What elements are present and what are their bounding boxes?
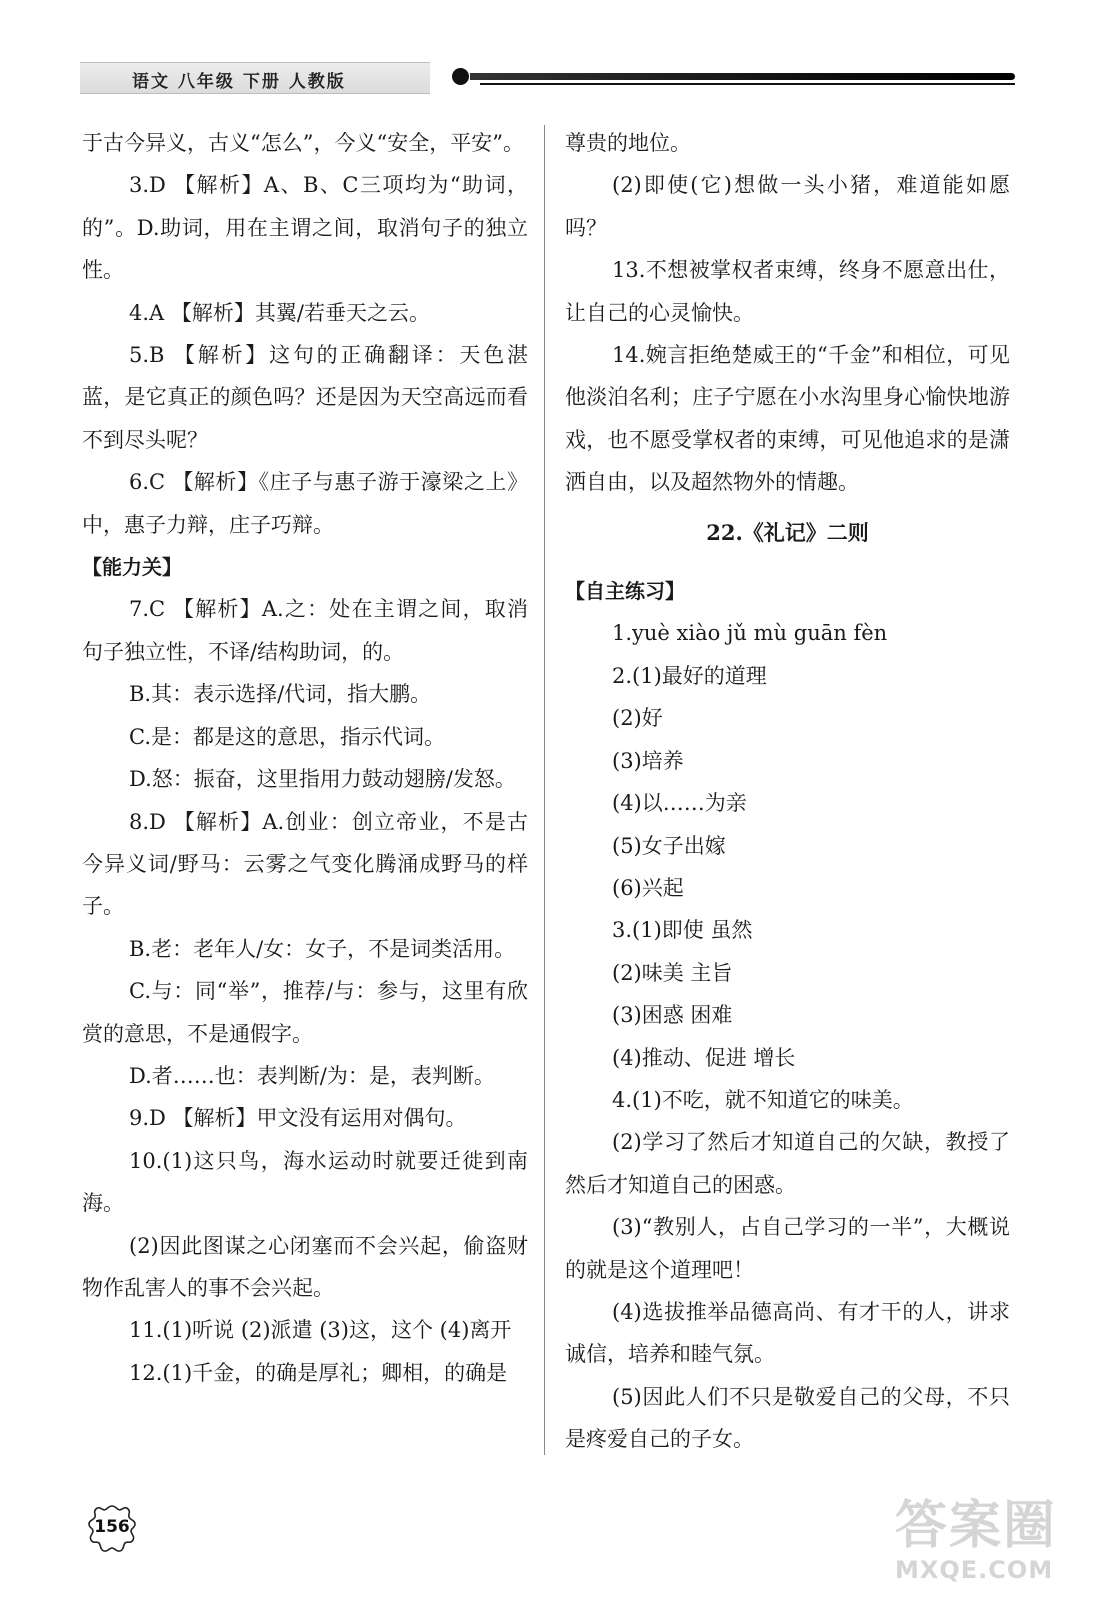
answer-paragraph: 8.D 【解析】A.创业：创立帝业，不是古今异义词/野马：云雾之气变化腾涌成野马的样子。 [82, 809, 528, 919]
watermark-logo: 答案圈 [895, 1496, 1058, 1556]
answer-paragraph: (4)以……为亲 [612, 791, 747, 816]
answer-paragraph: D.怒：振奋，这里指用力鼓动翅膀/发怒。 [129, 767, 516, 792]
watermark [895, 1495, 1090, 1595]
answer-paragraph: (5)因此人们不只是敬爱自己的父母，不只是疼爱自己的子女。 [565, 1384, 1010, 1452]
answer-paragraph: 13.不想被掌权者束缚，终身不愿意出仕，让自己的心灵愉快。 [565, 258, 1010, 325]
section-heading: 【能力关】 [82, 555, 182, 580]
answer-paragraph: 7.C 【解析】A.之：处在主谓之间，取消句子独立性，不译/结构助词，的。 [82, 597, 528, 664]
answer-paragraph: B.其：表示选择/代词，指大鹏。 [129, 682, 432, 707]
answer-paragraph: 6.C 【解析】《庄子与惠子游于濠梁之上》中，惠子力辩，庄子巧辩。 [82, 470, 528, 537]
column-divider [544, 125, 545, 1455]
answer-paragraph: (2)学习了然后才知道自己的欠缺，教授了然后才知道自己的困惑。 [565, 1130, 1010, 1197]
answer-paragraph: (2)即使(它)想做一头小猪，难道能如愿吗？ [565, 173, 1010, 240]
answer-paragraph: 5.B 【解析】这句的正确翻译：天色湛蓝，是它真正的颜色吗？还是因为天空高远而看不到尽头呢？ [82, 343, 528, 452]
answer-paragraph: 9.D 【解析】甲文没有运用对偶句。 [129, 1106, 467, 1131]
right-column-bottom [565, 570, 1010, 1461]
answer-paragraph: (2)因此图谋之心闭塞而不会兴起，偷盗财物作乱害人的事不会兴起。 [82, 1233, 528, 1300]
answer-paragraph: (3)“教别人，占自己学习的一半”，大概说的就是这个道理吧！ [565, 1215, 1010, 1282]
answer-paragraph: 14.婉言拒绝楚威王的“千金”和相位，可见他淡泊名利；庄子宁愿在小水沟里身心愉快地游戏，也不愿受掌权者的束缚，可见他追求的是潇洒自由，以及超然物外的情趣。 [565, 343, 1010, 495]
answer-paragraph: (2)味美 主旨 [612, 960, 733, 985]
answer-paragraph: (4)推动、促进 增长 [612, 1045, 796, 1070]
answer-paragraph: B.老：老年人/女：女子，不是词类活用。 [129, 936, 516, 961]
header-rule [470, 73, 1015, 80]
answer-paragraph: 4.A 【解析】其翼/若垂天之云。 [129, 300, 430, 325]
answer-paragraph: C.与：同“举”，推荐/与：参与，这里有欣赏的意思，不是通假字。 [82, 979, 528, 1046]
answer-paragraph: 1.yuè xiào jǔ mù guān fèn [612, 621, 888, 646]
answer-paragraph: 3.(1)即使 虽然 [612, 918, 753, 943]
section-title: 22.《礼记》二则 [706, 519, 869, 545]
answer-paragraph: (4)选拔推举品德高尚、有才干的人，讲求诚信，培养和睦气氛。 [565, 1299, 1010, 1367]
page-number-badge [86, 1503, 138, 1555]
answer-paragraph: 4.(1)不吃，就不知道它的味美。 [612, 1087, 914, 1112]
header-label-box [80, 62, 430, 94]
answer-paragraph: (6)兴起 [612, 875, 684, 900]
left-column [82, 122, 528, 1394]
header-title: 语文 八年级 下册 人教版 [132, 72, 346, 92]
answer-paragraph: 于古今异义，古义“怎么”，今义“安全，平安”。 [82, 131, 524, 155]
answer-paragraph: D.者……也：表判断/为：是，表判断。 [129, 1063, 495, 1088]
answer-paragraph: 2.(1)最好的道理 [612, 663, 767, 688]
right-column-top [565, 122, 1010, 504]
answer-paragraph: (3)困惑 困难 [612, 1003, 733, 1028]
answer-paragraph: (3)培养 [612, 748, 684, 773]
answer-paragraph: (5)女子出嫁 [612, 833, 726, 858]
header-rule-thin [480, 83, 1015, 85]
answer-paragraph: 3.D 【解析】A、B、C三项均为“助词，的”。D.助词，用在主谓之间，取消句子的独立性。 [82, 173, 528, 283]
watermark-url: MXQE.COM [895, 1556, 1054, 1584]
answer-paragraph: (2)好 [612, 706, 663, 731]
page-number: 156 [94, 1517, 130, 1537]
right-column [565, 122, 1010, 1461]
running-header [80, 62, 1010, 94]
section-heading: 【自主练习】 [565, 579, 685, 604]
answer-paragraph: C.是：都是这的意思，指示代词。 [129, 724, 445, 749]
answer-paragraph: 10.(1)这只鸟，海水运动时就要迁徙到南海。 [82, 1148, 528, 1216]
answer-paragraph: 11.(1)听说 (2)派遣 (3)这，这个 (4)离开 [129, 1318, 512, 1343]
answer-paragraph: 尊贵的地位。 [565, 131, 691, 155]
answer-paragraph: 12.(1)千金，的确是厚礼；卿相，的确是 [129, 1360, 508, 1385]
header-dot-ornament [452, 68, 469, 85]
